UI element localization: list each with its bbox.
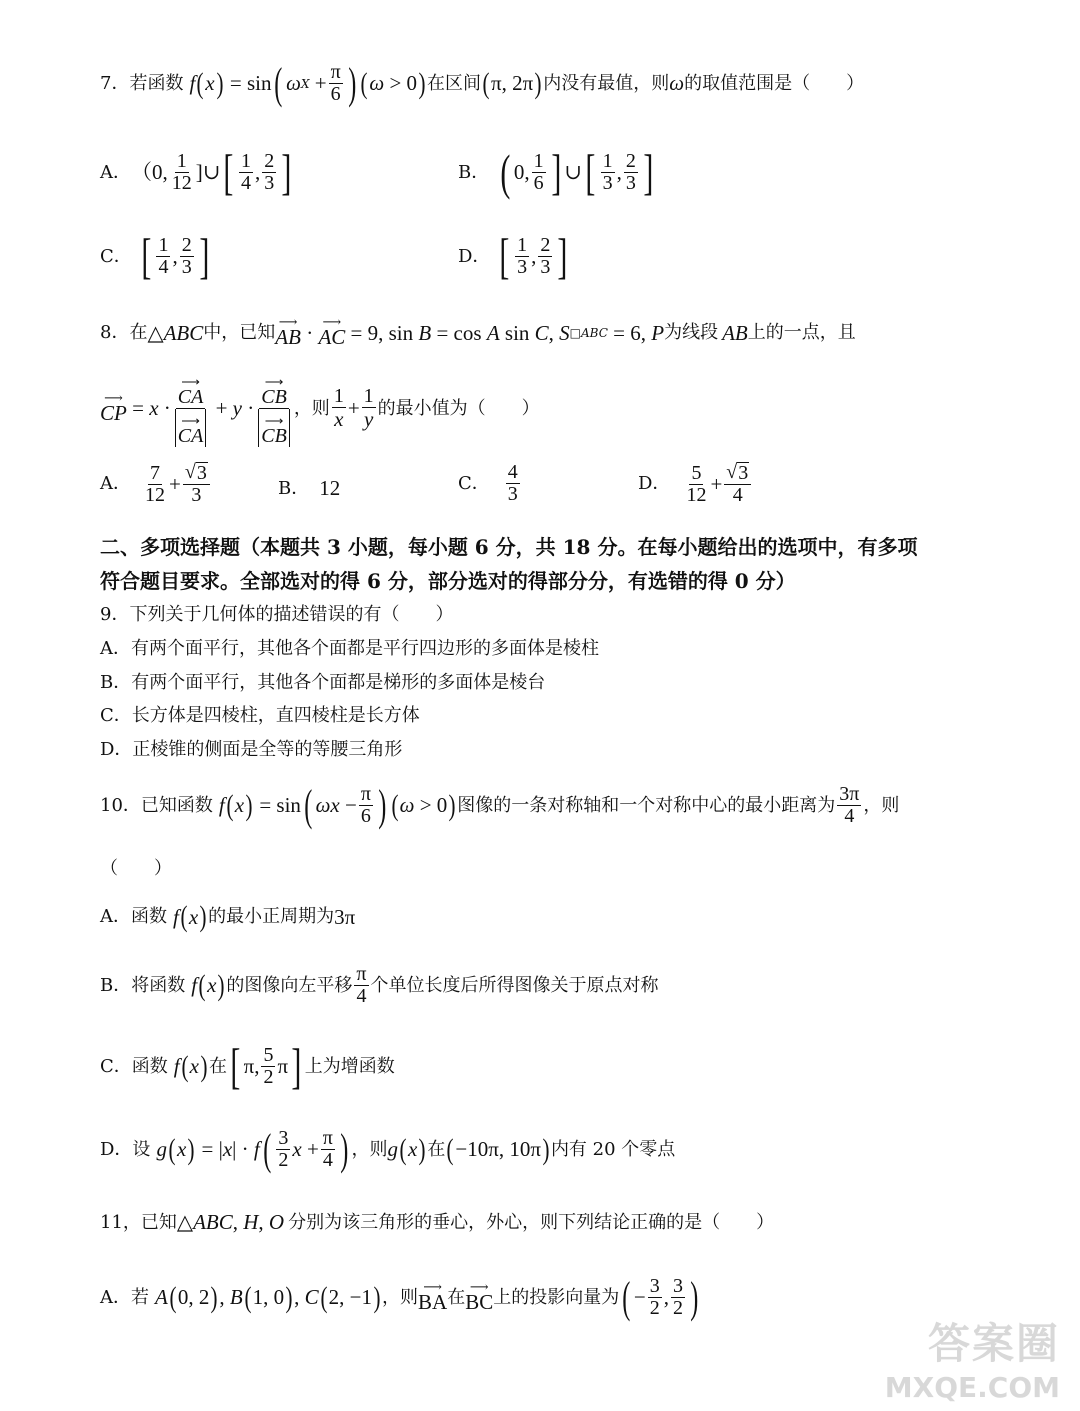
q10-stem: 10． 已知函数 f ( x ) = sin ( ωx − $\frac{\pi}{6}$ ) ( ω > 0 ) 图像的一条对称轴和一个对称中心的最小距离为 $\frac{3\pi}{4}$ ，则 (100, 780, 900, 830)
q11-option-a: A．若 A ( 0, 2 ) , B ( 1, 0 ) , C ( 2, −1 ) ，则 ⟶ BA 在 ⟶ BC 上的投影向量为 ( − $\frac{3}{2}$ , $\frac{3}{2}$ ) (100, 1272, 699, 1322)
q8-stem-line2: ⟶ CP = x · ⟶ CA ⟶ CA + y · ⟶ CB ⟶ CB ，则 $\frac{1}{x}$ + $\frac{1}{y}$ 的最小值为（ ） (100, 370, 540, 447)
q7-stem: 7． 若函数 f ( x ) = sin ( ω X + $\frac{\pi}{6}$ ) ( ω > 0 ) 在区间 ( π, 2π ) 内没有最值，则 ω 的取值范围是（ ） (100, 58, 865, 108)
section-2-heading-line2: 符合题目要求。全部选对的得 6 分，部分选对的得部分分，有选错的得 0 分） (100, 569, 796, 593)
q8-option-c: C． $\frac{4}{3}$ (458, 461, 518, 505)
q10-option-b: B．将函数 f ( x ) 的图像向左平移 $\frac{\pi}{4}$ 个单位长度后所得图像关于原点对称 (100, 963, 659, 1007)
q7-number: 7． (100, 72, 130, 94)
q8-option-b: B． 12 (278, 476, 341, 500)
section-2-heading-line1: 二、多项选择题（本题共 3 小题，每小题 6 分，共 18 分。在每小题给出的选项中，有多项 (100, 535, 918, 559)
q8-option-b-value: 12 (319, 476, 341, 500)
q7-option-b: B． ( 0, $\frac{1}{6}$ ] ∪ [ $\frac{1}{3}$ , $\frac{2}{3}$ ] (458, 144, 654, 200)
q10-number: 10． (100, 794, 141, 816)
q9-option-d: D．正棱锥的侧面是全等的等腰三角形 (100, 739, 403, 760)
q9-option-b: B．有两个面平行，其他各个面都是梯形的多面体是棱台 (100, 672, 546, 693)
watermark-logo: 答案圈 MXQE.COM (884, 1319, 1060, 1404)
q8-option-d: D． $\frac{5}{12}$ + √ 3 4 (638, 462, 753, 506)
q8-number: 8． (100, 322, 130, 343)
q7-option-c: C． [ $\frac{1}{4}$ , $\frac{2}{3}$ ] (100, 228, 210, 284)
q9-option-c: C．长方体是四棱柱，直四棱柱是长方体 (100, 705, 420, 726)
q10-option-c: C．函数 f ( x ) 在 [ π, $\frac{5}{2}$ π ] 上为增函数 (100, 1038, 395, 1094)
q8-stem-line1: 8． 在 △ ABC 中，已知 ⟶ AB · ⟶ AC = 9, sin B = cos A sin C , S □ABC = 6, P 为线段 AB 上的一点，且 (100, 314, 856, 349)
q7-option-d: D． [ $\frac{1}{3}$ , $\frac{2}{3}$ ] (458, 228, 568, 284)
q7-option-a: A． （0, $\frac{1}{12}$ ]∪ [ $\frac{1}{4}$ , $\frac{2}{3}$ ] (100, 144, 292, 200)
q10-option-d: D．设 g ( x ) = | x | · f ( $\frac{3}{2}$ x + $\frac{\pi}{4}$ ) ，则 g ( x ) 在 ( −10π, 10π ) 内有 20 个零点 (100, 1124, 676, 1174)
q11-stem: 11，已知 △ ABC , H , O 分别为该三角形的垂心，外心，则下列结论正确的是（ ） (100, 1210, 775, 1234)
q8-option-a: A． $\frac{7}{12}$ + √ 3 3 (100, 462, 212, 506)
q7-function: f (189, 71, 196, 95)
q9-option-a: A．有两个面平行，其他各个面都是平行四边形的多面体是棱柱 (100, 638, 599, 659)
q10-option-a: A．函数 f ( x ) 的最小正周期为 3π (100, 900, 356, 933)
q9-stem: 9．下列关于几何体的描述错误的有（ ） (100, 604, 454, 625)
q10-answer-paren: （ ） (100, 858, 172, 879)
